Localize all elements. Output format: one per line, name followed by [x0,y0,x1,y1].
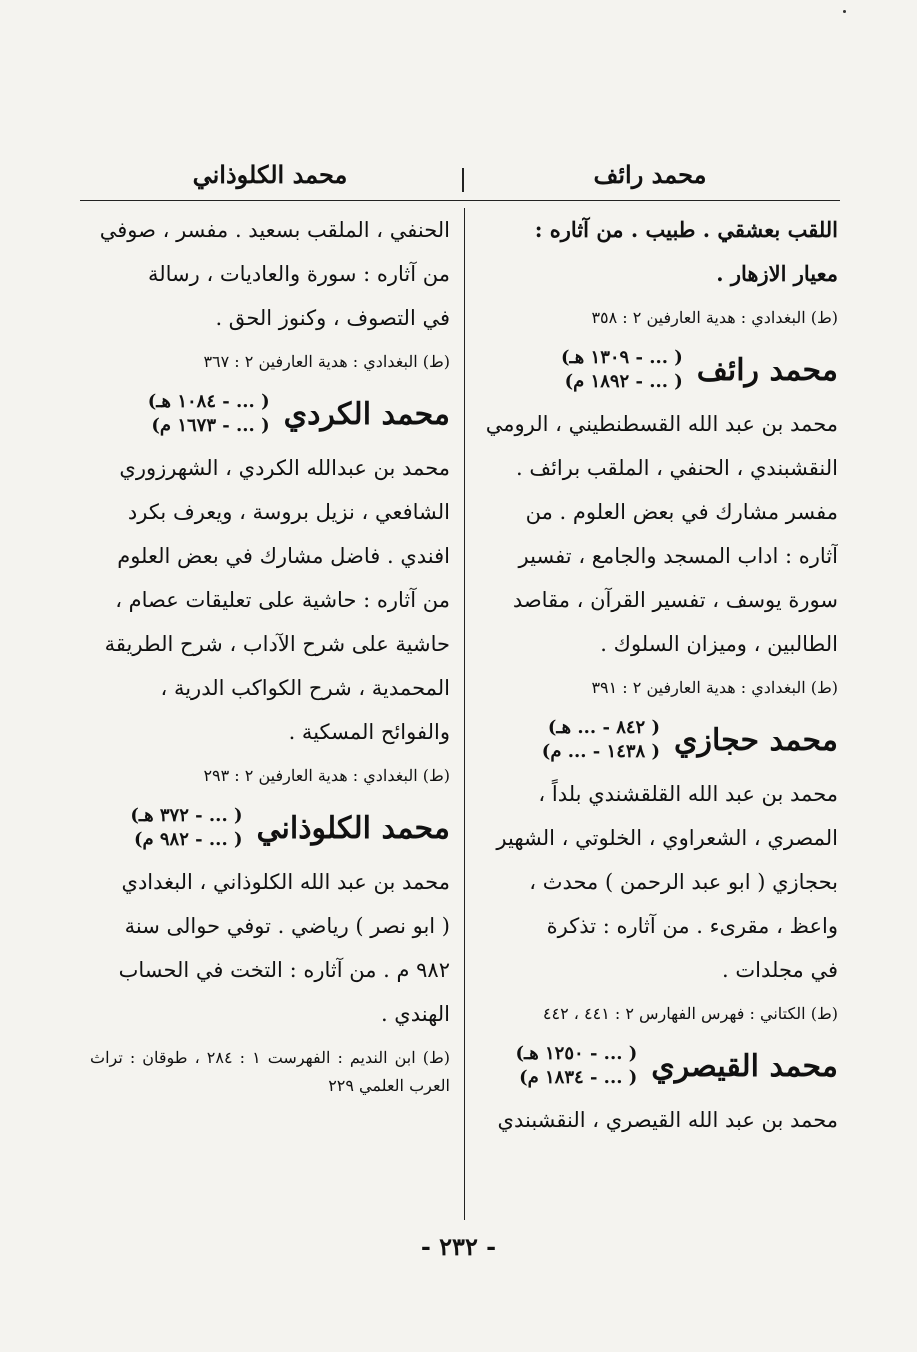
entry-body-line: بحجازي ( ابو عبد الرحمن ) محدث ، [529,870,838,894]
entry-heading [478,1042,838,1090]
entry-heading [478,346,838,394]
entry-body-line: المحمدية ، شرح الكواكب الدرية ، [160,676,450,700]
entry-name: محمد حجازي [674,722,838,758]
header-divider [462,168,464,192]
entry-name: محمد رائف [696,352,838,388]
entry-body-line: سورة يوسف ، تفسير القرآن ، مقاصد [512,588,838,612]
entry-name: محمد القيصري [651,1048,838,1084]
entry-body-line: ( ابو نصر ) رياضي . توفي حوالى سنة [124,914,450,938]
entry-dates [148,390,270,438]
entry-body-line: محمد بن عبد الله القلقشندي بلداً ، [538,782,838,806]
right-column [478,208,838,1228]
source-reference: (ط) البغدادي : هدية العارفين ٢ : ٣٥٨ [591,308,838,327]
hijri-date: ( ... - ١٣٠٩ هـ) [560,347,683,368]
entry-body-line: المصري ، الشعراوي ، الخلوتي ، الشهير [496,826,838,850]
gregorian-date: ( ... - ١٨٩٢ م) [564,371,683,392]
entry-body-line: افندي . فاضل مشارك في بعض العلوم [117,544,450,568]
entry-body-line: في مجلدات . [722,958,838,982]
source-reference: (ط) ابن النديم : الفهرست ١ : ٢٨٤ ، طوقان : تراث العرب العلمي ٢٢٩ [90,1048,450,1095]
gregorian-date: ( ... - ١٦٧٣ م) [151,415,270,436]
entry-body-line: مفسر مشارك في بعض العلوم . من [525,500,838,524]
entry-body-line: الهندي . [380,1002,450,1026]
source-reference: (ط) الكتاني : فهرس الفهارس ٢ : ٤٤١ ، ٤٤٢ [542,1004,838,1023]
entry-body-line: من آثاره : حاشية على تعليقات عصام ، [115,588,450,612]
print-speck [843,10,846,13]
entry-name: محمد الكلوذاني [256,810,450,846]
entry-body-line: ٩٨٢ م . من آثاره : التخت في الحساب [118,958,450,982]
entry-heading [90,390,450,438]
entry-dates [542,716,660,764]
hijri-date: ( ... - ١٢٥٠ هـ) [515,1043,638,1064]
entry-body-line: محمد بن عبد الله الكلوذاني ، البغدادي [121,870,450,894]
hijri-date: ( ... - ١٠٨٤ هـ) [147,391,270,412]
page-number: - ٢٣٢ - [420,1232,497,1261]
entry-heading [90,804,450,852]
entry-body-line: واعظ ، مقرىء . من آثاره : تذكرة [546,914,838,938]
entry-body-line: حاشية على شرح الآداب ، شرح الطريقة [104,632,450,656]
entry-body-line: محمد بن عبدالله الكردي ، الشهرزوري [119,456,450,480]
continuation-line: اللقب بعشقي . طبيب . من آثاره : [534,217,838,242]
entry-dates [130,804,242,852]
continuation-line: من آثاره : سورة والعاديات ، رسالة [147,262,450,286]
gregorian-date: ( ١٤٣٨ - ... م) [541,741,660,762]
continuation-line: في التصوف ، وكنوز الحق . [215,306,450,330]
left-column [90,208,450,1228]
entry-dates [561,346,683,394]
gregorian-date: ( ... - ١٨٣٤ م) [519,1067,638,1088]
running-header [80,155,840,201]
source-reference: (ط) البغدادي : هدية العارفين ٢ : ٢٩٣ [203,766,450,785]
header-right-title: محمد رائف [593,160,707,189]
header-rule [80,200,840,201]
source-reference: (ط) البغدادي : هدية العارفين ٢ : ٣٦٧ [203,352,450,371]
entry-body-line: آثاره : اداب المسجد والجامع ، تفسير [518,544,838,568]
entry-body-line: محمد بن عبد الله القيصري ، النقشبندي [497,1108,838,1132]
header-left-title: محمد الكلوذاني [192,160,348,189]
column-divider [464,208,465,1220]
continuation-line: الحنفي ، الملقب بسعيد . مفسر ، صوفي [99,218,450,242]
entry-body-line: النقشبندي ، الحنفي ، الملقب برائف . [515,456,838,480]
hijri-date: ( ٨٤٢ - ... هـ) [547,717,660,738]
entry-body-line: الطالبين ، وميزان السلوك . [600,632,838,656]
continuation-line: معيار الازهار . [716,261,838,286]
entry-name: محمد الكردي [283,396,450,432]
entry-body-line: الشافعي ، نزيل بروسة ، ويعرف بكرد [127,500,450,524]
entry-heading [478,716,838,764]
hijri-date: ( ... - ٣٧٢ هـ) [130,805,243,826]
gregorian-date: ( ... - ٩٨٢ م) [133,829,243,850]
entry-body-line: محمد بن عبد الله القسطنطيني ، الرومي [485,412,838,436]
entry-dates [515,1042,637,1090]
source-reference: (ط) البغدادي : هدية العارفين ٢ : ٣٩١ [591,678,838,697]
entry-body-line: والفوائح المسكية . [288,720,450,744]
